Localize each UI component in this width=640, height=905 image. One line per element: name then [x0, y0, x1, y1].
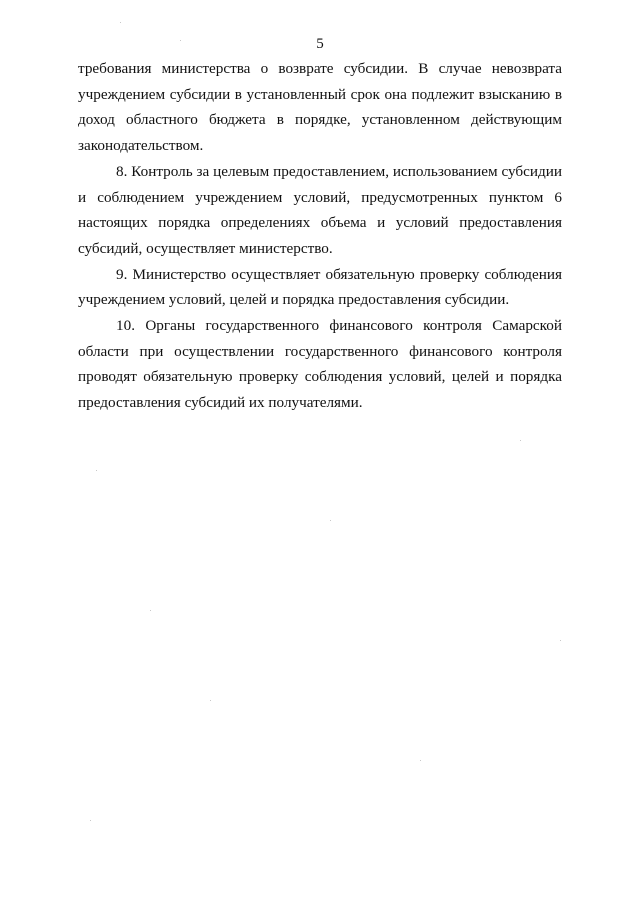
- scan-speck: [120, 22, 121, 23]
- scan-speck: [560, 640, 561, 641]
- paragraph-item-8: 8. Контроль за целевым предоставлением, использованием субсидии и соблюдением учреждением условий, предусмотренных пунктом 6 настоящих порядка определениях объема и условий предоставления субсидий, осуществляет министерство.: [78, 162, 562, 257]
- paragraph-item-10: 10. Органы государственного финансового контроля Самарской области при осуществлении государственного финансового контроля проводят обязательную проверку соблюдения условий, целей и порядка предоставления субсидий их получателями.: [78, 317, 562, 412]
- scan-speck: [90, 820, 91, 821]
- page-number: 5: [316, 36, 324, 52]
- scan-speck: [180, 40, 181, 41]
- scan-speck: [150, 610, 151, 611]
- document-body: [78, 56, 562, 416]
- paragraph-item-9: 9. Министерство осуществляет обязательную проверку соблюдения учреждением условий, целей и порядка предоставления субсидии.: [78, 265, 562, 309]
- scan-speck: [210, 700, 211, 701]
- scan-speck: [96, 470, 97, 471]
- scan-speck: [520, 440, 521, 441]
- scan-speck: [420, 760, 421, 761]
- scan-speck: [330, 520, 331, 521]
- paragraph-continuation: требования министерства о возврате субсидии. В случае невозврата учреждением субсидии в установленный срок она подлежит взысканию в доход областного бюджета в порядке, установленном действующим законодательством.: [78, 60, 562, 155]
